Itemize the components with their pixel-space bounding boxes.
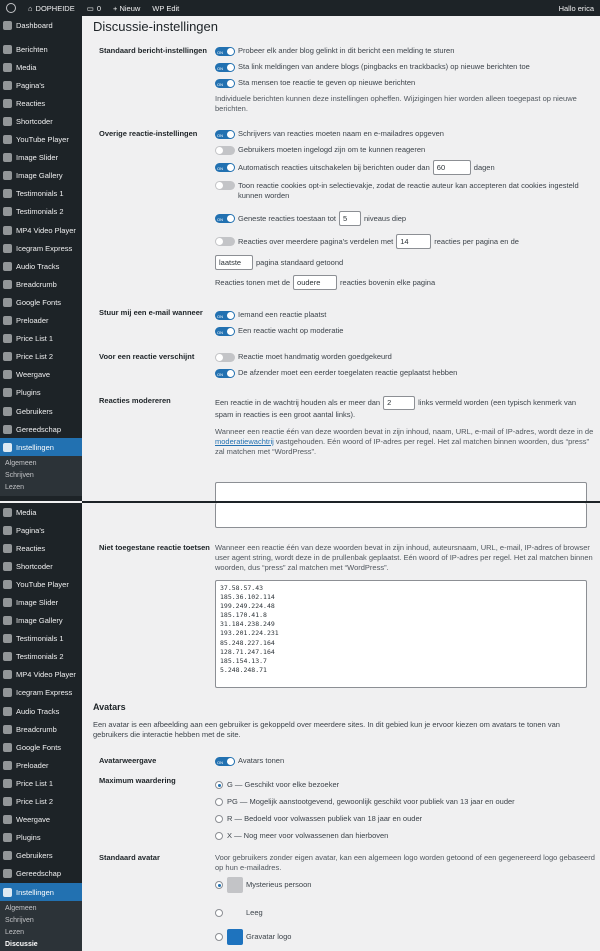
post-settings-description: Individuele berichten kunnen deze instellingen opheffen. Wijzigingen hier worden alleen toegepast op nieuwe berichten. [215, 94, 577, 113]
sidebar-item-testimonials-2[interactable] [0, 203, 82, 221]
sidebar-item-label: Gebruikers [16, 851, 53, 861]
moderation-links-text [215, 396, 595, 420]
sidebar-item-price-list-1[interactable] [0, 774, 82, 792]
manual-approval-label: Reactie moet handmatig worden goedgekeurd [238, 352, 392, 361]
price-list-2-icon [3, 352, 12, 361]
breadcrumb-icon [3, 725, 12, 734]
sidebar-item-label: Gebruikers [16, 406, 53, 416]
toggle-email-on-moderation[interactable] [215, 327, 235, 336]
sidebar-item-label: Pagina's [16, 80, 45, 90]
blank-avatar-icon [227, 905, 243, 921]
instellingen-icon [3, 888, 12, 897]
audio-tracks-icon [3, 262, 12, 271]
avatars-intro: Een avatar is een afbeelding aan een gebruiker is gekoppeld over meerdere sites. In dit gebied kun je ervoor kiezen om avatars te tonen van gebruikers die interactie hebben met de site. [93, 720, 560, 739]
sidebar-item-price-list-1[interactable] [0, 330, 82, 348]
sidebar-item-media[interactable] [0, 503, 82, 521]
gebruikers-icon [3, 851, 12, 860]
toggle-allow-comments[interactable] [215, 79, 235, 88]
reacties-icon [3, 99, 12, 108]
comments-link[interactable]: ▭ 0 [86, 3, 101, 13]
sidebar-item-label: Audio Tracks [16, 706, 60, 716]
toggle-threaded-comments[interactable] [215, 214, 235, 223]
sidebar-item-label: Plugins [16, 388, 41, 398]
thread-depth-select[interactable]: 5 [339, 211, 361, 226]
sidebar-item-shortcoder[interactable] [0, 557, 82, 575]
sidebar-item-label: Price List 1 [16, 334, 54, 344]
sidebar-item-label: Dashboard [16, 20, 53, 30]
moderation-keys-textarea[interactable] [215, 482, 587, 501]
rating-x-label: X — Nog meer voor volwassenen dan hierboven [227, 831, 389, 840]
sidebar-item-icegram-express[interactable] [0, 684, 82, 702]
sidebar-item-youtube-player[interactable] [0, 131, 82, 149]
mystery-person-label: Mysterieus persoon [246, 880, 312, 889]
toggle-cookies-optin[interactable] [215, 181, 235, 190]
comment-order-suffix: reacties bovenin elke pagina [340, 277, 436, 287]
sidebar-item-label: Google Fonts [16, 297, 62, 307]
gereedschap-icon [3, 425, 12, 434]
sidebar-item-label: Price List 2 [16, 797, 54, 807]
sidebar-item-label: Image Slider [16, 598, 59, 608]
sidebar-item-label: Breadcrumb [16, 279, 57, 289]
sidebar-item-label: Icegram Express [16, 243, 73, 253]
sidebar-item-preloader[interactable] [0, 756, 82, 774]
sidebar-item-label: Testimonials 2 [16, 652, 64, 662]
submenu-item-discussie[interactable]: Discussie [5, 941, 38, 949]
preloader-icon [3, 316, 12, 325]
require-login-label: Gebruikers moeten ingelogd zijn om te kunnen reageren [238, 145, 426, 154]
default-post-settings-label: Standaard bericht-instellingen [99, 46, 207, 55]
pagina-s-icon [3, 526, 12, 535]
sidebar-item-plugins[interactable] [0, 829, 82, 847]
sidebar-item-preloader[interactable] [0, 312, 82, 330]
previously-approved-label: De afzender moet een eerder toegelaten reactie geplaatst hebben [238, 368, 458, 377]
sidebar-item-label: Audio Tracks [16, 261, 60, 271]
sidebar-item-label: Image Slider [16, 153, 59, 163]
plugins-icon [3, 833, 12, 842]
rating-g-label: G — Geschikt voor elke bezoeker [227, 780, 340, 789]
audio-tracks-icon [3, 707, 12, 716]
paginate-label: Reacties over meerdere pagina's verdelen met [238, 236, 394, 246]
comment-moderation-label: Reacties modereren [99, 396, 171, 405]
default-avatar-description: Voor gebruikers zonder eigen avatar, kan een algemeen logo worden getoond of een gegenereerd logo gebaseerd op hun e-mailadres. [215, 853, 595, 872]
require-name-label: Schrijvers van reacties moeten naam en e-mailadres opgeven [238, 129, 444, 138]
sidebar-item-instellingen[interactable] [0, 883, 82, 901]
max-links-input[interactable]: 2 [383, 396, 415, 410]
other-comment-settings-label: Overige reactie-instellingen [99, 129, 198, 138]
toggle-manual-approval[interactable] [215, 353, 235, 362]
sidebar-item-youtube-player[interactable] [0, 575, 82, 593]
youtube-player-icon [3, 580, 12, 589]
moderation-keys-textarea-end[interactable] [215, 503, 587, 528]
moderation-links-suffix: links vermeld worden (een typisch kenmerk van spam in reacties is een groot aantal links). [215, 398, 577, 419]
price-list-1-icon [3, 779, 12, 788]
comment-icon: ▭ [86, 3, 94, 13]
weergave-icon [3, 370, 12, 379]
sidebar-item-label: Reacties [16, 98, 46, 108]
sidebar-item-image-gallery[interactable] [0, 612, 82, 630]
youtube-player-icon [3, 135, 12, 144]
sidebar-item-image-gallery[interactable] [0, 167, 82, 185]
shortcoder-icon [3, 117, 12, 126]
admin-bar [0, 0, 600, 16]
sidebar-item-label: Preloader [16, 760, 49, 770]
sidebar-item-label: Google Fonts [16, 742, 62, 752]
sidebar-item-reacties[interactable] [0, 94, 82, 112]
pingbacks-label: Sta link meldingen van andere blogs (pingbacks en trackbacks) op nieuwe berichten toe [238, 62, 530, 71]
testimonials-2-icon [3, 207, 12, 216]
show-avatars-label: Avatars tonen [238, 756, 285, 765]
email-me-label: Stuur mij een e-mail wanneer [99, 308, 203, 317]
toggle-email-on-comment[interactable] [215, 311, 235, 320]
site-name-link[interactable]: ⌂ DOPHEIDE [28, 3, 75, 13]
wp-logo-icon[interactable] [0, 0, 22, 16]
sidebar-item-breadcrumb[interactable] [0, 720, 82, 738]
sidebar-item-testimonials-1[interactable] [0, 630, 82, 648]
moderation-queue-link[interactable]: moderatiewachtrij [215, 437, 274, 446]
rating-pg-label: PG — Mogelijk aanstootgevend, gewoonlijk geschikt voor publiek van 13 jaar en ouder [227, 797, 515, 806]
sidebar-item-label: Testimonials 2 [16, 207, 64, 217]
disallowed-keys-label: Niet toegestane reactie toetsen [99, 543, 210, 552]
toggle-ping-blogs[interactable] [215, 47, 235, 56]
admin-sidebar [0, 16, 82, 501]
home-icon: ⌂ [28, 3, 33, 13]
rating-pg-radio[interactable] [215, 798, 223, 806]
gebruikers-icon [3, 407, 12, 416]
sidebar-item-label: Media [16, 62, 37, 72]
berichten-icon [3, 45, 12, 54]
toggle-show-avatars[interactable] [215, 757, 235, 766]
sidebar-item-label: Price List 2 [16, 352, 54, 362]
sidebar-item-label: Media [16, 507, 37, 517]
levels-label: niveaus diep [363, 213, 407, 223]
submenu-item-lezen[interactable]: Lezen [5, 484, 25, 492]
sidebar-item-label: MP4 Video Player [16, 225, 76, 235]
wp-edit-link[interactable]: WP Edit [152, 3, 180, 13]
settings-submenu [0, 456, 82, 496]
sidebar-item-shortcoder[interactable] [0, 112, 82, 130]
image-slider-icon [3, 153, 12, 162]
sidebar-item-label: Weergave [16, 815, 51, 825]
new-content-link[interactable]: + Nieuw [112, 3, 141, 13]
sidebar-item-weergave[interactable] [0, 366, 82, 384]
close-days-input[interactable]: 60 [433, 160, 471, 175]
threaded-label: Geneste reacties toestaan tot [238, 213, 336, 223]
before-comment-appears-label: Voor een reactie verschijnt [99, 352, 195, 361]
media-icon [3, 63, 12, 72]
email-moderation-label: Een reactie wacht op moderatie [238, 326, 344, 335]
disallowed-keys-description: Wanneer een reactie één van deze woorden bevat in zijn inhoud, auteursnaam, URL, e-mail, IP-adres of browser user agent string, wordt deze in de prullenbak geplaatst. Eén woord of IP-adres per regel. Het zal matchen binnen woorden, dus “press” zal matchen met “WordPress”. [215, 543, 593, 572]
sidebar-item-icegram-express[interactable] [0, 239, 82, 257]
sidebar-item-label: Preloader [16, 316, 49, 326]
dashboard-icon [3, 21, 12, 30]
avatar-blank-radio[interactable] [215, 909, 223, 917]
sidebar-item-audio-tracks[interactable] [0, 257, 82, 275]
sidebar-item-price-list-2[interactable] [0, 348, 82, 366]
sidebar-item-gebruikers[interactable] [0, 847, 82, 865]
moderation-links-prefix: Een reactie in de wachtrij houden als er meer dan [215, 398, 381, 407]
price-list-2-icon [3, 797, 12, 806]
sidebar-item-audio-tracks[interactable] [0, 702, 82, 720]
avatar-mystery-radio[interactable] [215, 881, 223, 889]
sidebar-item-label: Testimonials 1 [16, 634, 64, 644]
default-avatar-label: Standaard avatar [99, 853, 160, 862]
submenu-item-algemeen[interactable]: Algemeen [5, 460, 37, 468]
google-fonts-icon [3, 743, 12, 752]
sidebar-item-label: MP4 Video Player [16, 670, 76, 680]
media-icon [3, 508, 12, 517]
sidebar-item-image-slider[interactable] [0, 593, 82, 611]
sidebar-item-label: Testimonials 1 [16, 189, 64, 199]
moderation-desc-a: Wanneer een reactie één van deze woorden bevat in zijn inhoud, naam, URL, e-mail of IP-adres, wordt deze in de [215, 427, 594, 436]
gravatar-logo-label: Gravatar logo [246, 932, 292, 941]
sidebar-item-mp4-video-player[interactable] [0, 666, 82, 684]
cookies-optin-label: Toon reactie cookies opt-in selectievakje, zodat de reactie auteur kan accepteren dat cookies ingesteld kunnen worden [238, 181, 579, 200]
rating-g-radio[interactable] [215, 781, 223, 789]
sidebar-item-label: Weergave [16, 370, 51, 380]
blank-avatar-label: Leeg [246, 908, 263, 917]
sidebar-item-testimonials-1[interactable] [0, 185, 82, 203]
sidebar-item-label: Berichten [16, 44, 48, 54]
sidebar-item-label: Reacties [16, 543, 46, 553]
sidebar-item-breadcrumb[interactable] [0, 275, 82, 293]
sidebar-item-label: Image Gallery [16, 616, 63, 626]
sidebar-item-label: Instellingen [16, 887, 54, 897]
sidebar-item-label: Gereedschap [16, 869, 62, 879]
main-content-top [82, 16, 600, 501]
sidebar-item-mp4-video-player[interactable] [0, 221, 82, 239]
image-gallery-icon [3, 171, 12, 180]
rating-r-label: R — Bedoeld voor volwassen publiek van 18 jaar en ouder [227, 814, 423, 823]
avatar-display-label: Avatarweergave [99, 756, 157, 765]
user-greeting[interactable]: Hallo erica [558, 3, 594, 13]
toggle-pingbacks[interactable] [215, 63, 235, 72]
mp4-video-player-icon [3, 226, 12, 235]
sidebar-item-google-fonts[interactable] [0, 293, 82, 311]
testimonials-2-icon [3, 652, 12, 661]
submenu-item-schrijven[interactable]: Schrijven [5, 472, 34, 480]
price-list-1-icon [3, 334, 12, 343]
toggle-require-login[interactable] [215, 146, 235, 155]
moderation-desc-b: vastgehouden. Eén woord of IP-adres per regel. Het zal matchen binnen woorden, dus “press” zal matchen met “WordPress”. [215, 437, 589, 456]
sidebar-item-label: Plugins [16, 833, 41, 843]
toggle-close-comments[interactable] [215, 163, 235, 172]
sidebar-item-instellingen[interactable] [0, 438, 82, 456]
sidebar-item-label: Pagina's [16, 525, 45, 535]
submenu-item-lezen[interactable]: Lezen [5, 929, 25, 937]
sidebar-item-label: Shortcoder [16, 561, 53, 571]
comment-order-select[interactable]: oudere [293, 275, 337, 290]
toggle-paginate-comments[interactable] [215, 237, 235, 246]
submenu-item-algemeen[interactable]: Algemeen [5, 905, 37, 913]
breadcrumb-icon [3, 280, 12, 289]
default-page-label: pagina standaard getoond [256, 257, 344, 267]
rating-x-radio[interactable] [215, 832, 223, 840]
disallowed-keys-content: 37.58.57.43 185.36.102.114 199.249.224.48 185.170.41.8 31.184.238.249 193.201.224.231 85.248.227.164 128.71.247.164 185.154.13.7 5.248.248.71 [220, 584, 279, 674]
settings-submenu [0, 901, 82, 951]
pagina-s-icon [3, 81, 12, 90]
testimonials-1-icon [3, 634, 12, 643]
close-comments-label: Automatisch reacties uitschakelen bij berichten ouder dan [238, 162, 430, 172]
image-slider-icon [3, 598, 12, 607]
sidebar-item-google-fonts[interactable] [0, 738, 82, 756]
reacties-icon [3, 544, 12, 553]
sidebar-item-weergave[interactable] [0, 811, 82, 829]
per-page-label: reacties per pagina en de [434, 236, 519, 246]
mp4-video-player-icon [3, 670, 12, 679]
main-content-bottom [82, 503, 600, 951]
icegram-express-icon [3, 244, 12, 253]
plugins-icon [3, 388, 12, 397]
avatar-gravatar-radio[interactable] [215, 933, 223, 941]
sidebar-item-reacties[interactable] [0, 539, 82, 557]
sidebar-item-gebruikers[interactable] [0, 402, 82, 420]
submenu-item-schrijven[interactable]: Schrijven [5, 917, 34, 925]
comment-order-label: Reacties tonen met de [215, 277, 291, 287]
max-rating-label: Maximum waardering [99, 776, 176, 785]
days-label: dagen [473, 162, 495, 172]
disallowed-keys-textarea[interactable] [215, 580, 587, 688]
gereedschap-icon [3, 869, 12, 878]
google-fonts-icon [3, 298, 12, 307]
rating-r-radio[interactable] [215, 815, 223, 823]
sidebar-item-testimonials-2[interactable] [0, 648, 82, 666]
instellingen-icon [3, 443, 12, 452]
sidebar-item-plugins[interactable] [0, 384, 82, 402]
mystery-person-icon [227, 877, 243, 893]
sidebar-item-berichten[interactable] [0, 40, 82, 58]
sidebar-item-label: Instellingen [16, 442, 54, 452]
sidebar-item-label: Breadcrumb [16, 724, 57, 734]
sidebar-item-dashboard[interactable] [0, 16, 82, 34]
allow-comments-label: Sta mensen toe reactie te geven op nieuwe berichten [238, 78, 416, 87]
sidebar-item-pagina-s[interactable] [0, 521, 82, 539]
sidebar-item-label: YouTube Player [16, 135, 69, 145]
email-comment-label: Iemand een reactie plaatst [238, 310, 327, 319]
ping-blogs-label: Probeer elk ander blog gelinkt in dit bericht een melding te sturen [238, 46, 455, 55]
sidebar-item-price-list-2[interactable] [0, 793, 82, 811]
sidebar-item-label: Icegram Express [16, 688, 73, 698]
sidebar-item-media[interactable] [0, 58, 82, 76]
avatars-title: Avatars [93, 702, 126, 712]
toggle-previously-approved[interactable] [215, 369, 235, 378]
sidebar-item-label: YouTube Player [16, 579, 69, 589]
default-page-select[interactable]: laatste [215, 255, 253, 270]
sidebar-item-gereedschap[interactable] [0, 865, 82, 883]
sidebar-item-label: Image Gallery [16, 171, 63, 181]
image-gallery-icon [3, 616, 12, 625]
gravatar-logo-icon [227, 929, 243, 945]
shortcoder-icon [3, 562, 12, 571]
preloader-icon [3, 761, 12, 770]
sidebar-item-image-slider[interactable] [0, 149, 82, 167]
sidebar-item-gereedschap[interactable] [0, 420, 82, 438]
icegram-express-icon [3, 688, 12, 697]
sidebar-item-label: Price List 1 [16, 778, 54, 788]
sidebar-item-pagina-s[interactable] [0, 76, 82, 94]
comments-per-page-input[interactable]: 14 [396, 234, 431, 249]
toggle-require-name-email[interactable] [215, 130, 235, 139]
testimonials-1-icon [3, 189, 12, 198]
sidebar-item-label: Shortcoder [16, 117, 53, 127]
weergave-icon [3, 815, 12, 824]
moderation-keys-description [215, 427, 595, 457]
sidebar-item-label: Gereedschap [16, 424, 62, 434]
page-title: Discussie-instellingen [93, 19, 218, 34]
admin-sidebar-scrolled [0, 503, 82, 951]
